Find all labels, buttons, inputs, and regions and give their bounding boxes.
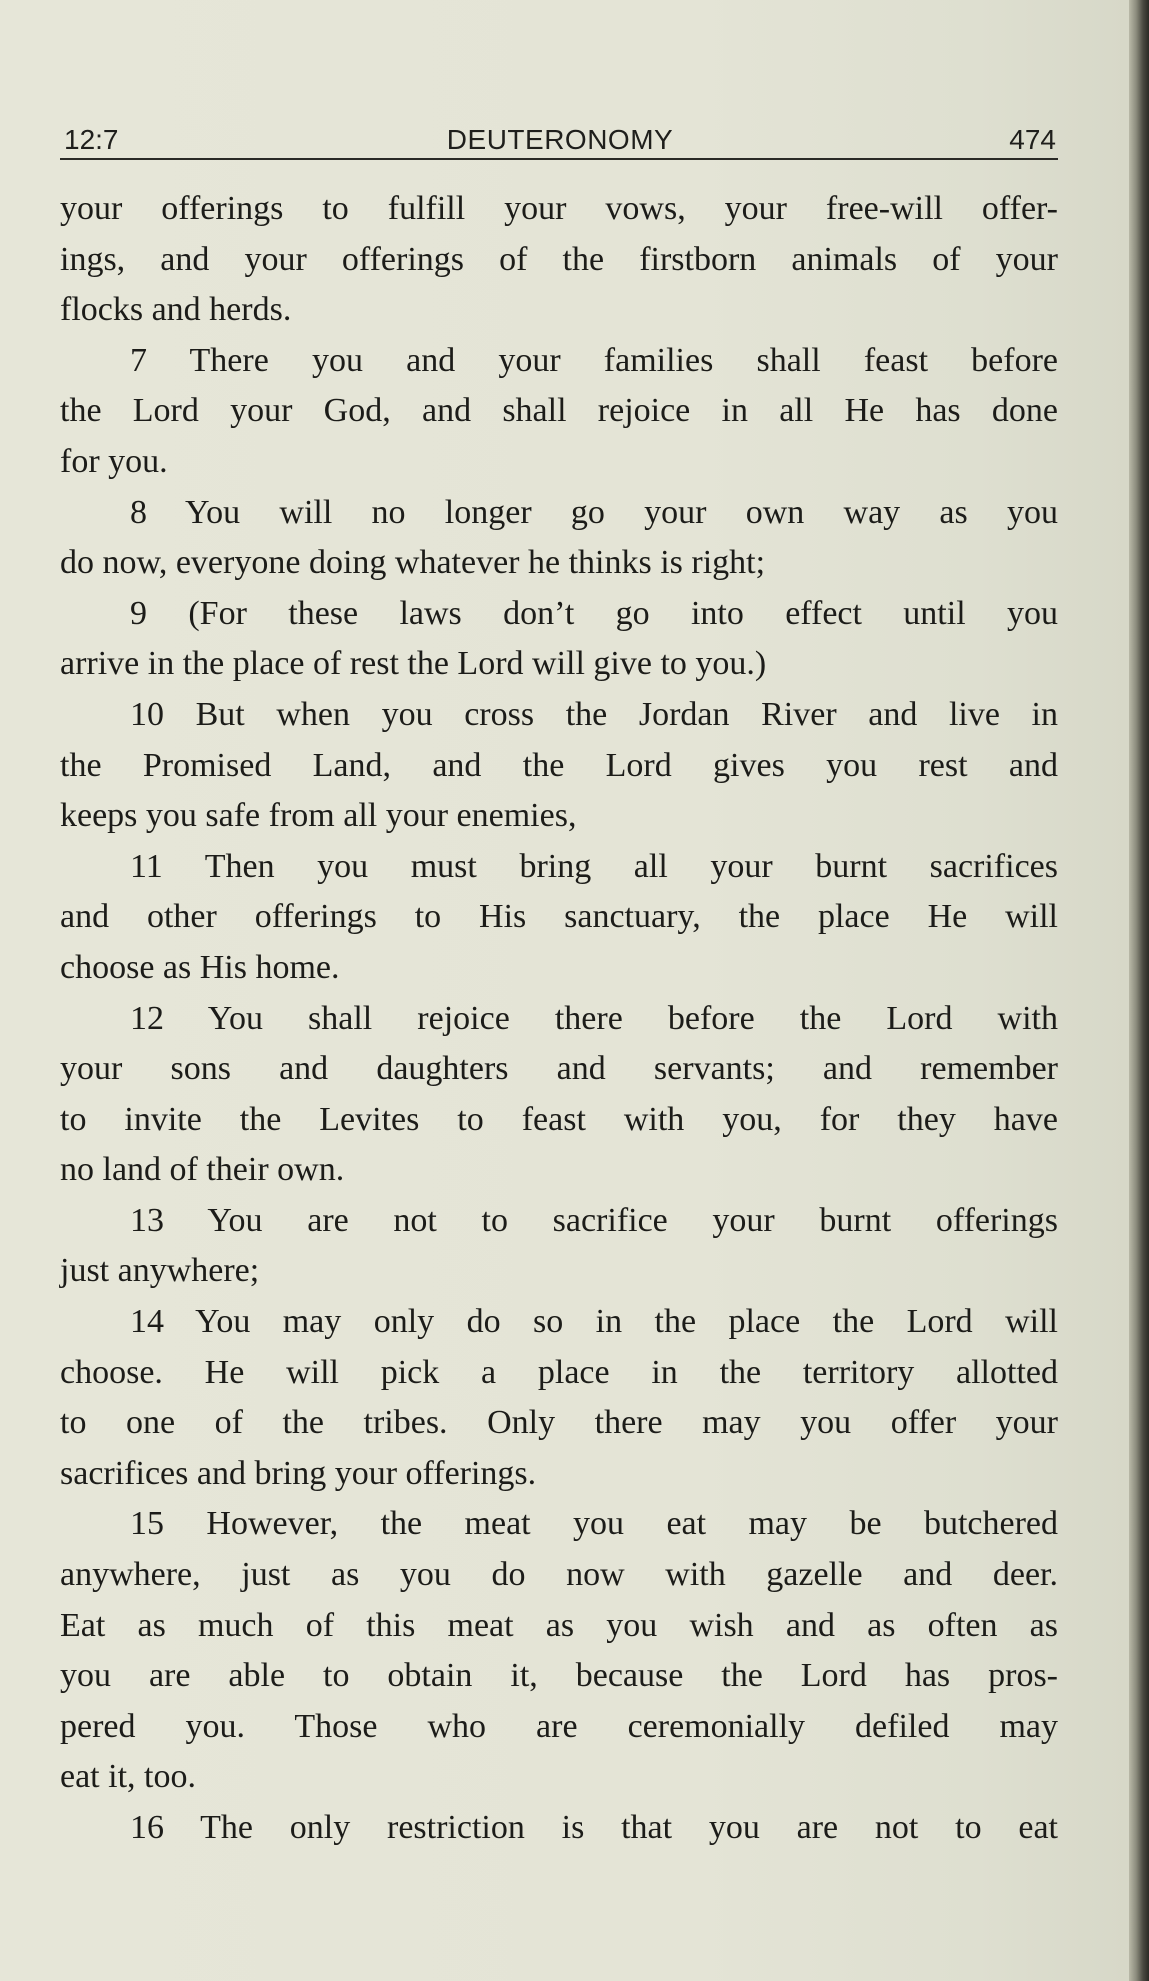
verse-line: 7 There you and your families shall feast before: [130, 341, 1058, 379]
verse-line: 13 You are not to sacrifice your burnt offerings: [130, 1201, 1058, 1239]
text-line: to invite the Levites to feast with you, for they have: [60, 1100, 1058, 1138]
text-line: sacrifices and bring your offerings.: [60, 1454, 537, 1492]
text-line: to one of the tribes. Only there may you offer your: [60, 1404, 1058, 1442]
text-line: keeps you safe from all your enemies,: [60, 797, 577, 835]
text-line: just anywhere;: [60, 1252, 260, 1290]
running-head: [60, 120, 1060, 160]
text-line: eat it, too.: [60, 1758, 196, 1796]
text-line: and other offerings to His sanctuary, the place He will: [60, 898, 1058, 936]
verse-line: 12 You shall rejoice there before the Lord with: [130, 999, 1058, 1037]
text-line: your sons and daughters and servants; and remember: [60, 1050, 1058, 1088]
verse-line: 16 The only restriction is that you are not to eat: [130, 1809, 1058, 1846]
text-line: Eat as much of this meat as you wish and as often as: [60, 1606, 1058, 1644]
book-binding-shadow: [1129, 0, 1149, 1981]
verse-line: 14 You may only do so in the place the Lord will: [130, 1303, 1058, 1341]
chapter-verse-reference: 12:7: [64, 124, 119, 155]
text-line: you are able to obtain it, because the Lord has pros-: [60, 1657, 1058, 1695]
verse-line: 8 You will no longer go your own way as you: [130, 493, 1058, 531]
text-line: flocks and herds.: [60, 291, 292, 329]
text-line: anywhere, just as you do now with gazelle and deer.: [60, 1556, 1058, 1594]
text-line: choose as His home.: [60, 948, 340, 986]
text-line: your offerings to fulfill your vows, your free-will offer-: [60, 190, 1058, 227]
text-line: for you.: [60, 442, 168, 480]
verse-line: 10 But when you cross the Jordan River and live in: [130, 695, 1058, 733]
verse-line: 15 However, the meat you eat may be butchered: [130, 1505, 1058, 1543]
book-title: DEUTERONOMY: [446, 124, 674, 155]
text-line: no land of their own.: [60, 1151, 345, 1189]
text-line: the Promised Land, and the Lord gives you rest and: [60, 746, 1058, 784]
text-line: pered you. Those who are ceremonially defiled may: [60, 1707, 1058, 1745]
header-rule: [60, 158, 1058, 160]
scripture-text: [60, 184, 1058, 1854]
text-line: ings, and your offerings of the firstborn animals of your: [60, 240, 1058, 278]
text-line: the Lord your God, and shall rejoice in all He has done: [60, 392, 1058, 430]
text-line: arrive in the place of rest the Lord will give to you.): [60, 645, 767, 683]
text-line: choose. He will pick a place in the territory allotted: [60, 1353, 1058, 1391]
verse-line: 9 (For these laws don’t go into effect until you: [130, 594, 1058, 632]
page-number: 474: [1009, 124, 1056, 155]
text-line: do now, everyone doing whatever he thinks is right;: [60, 544, 766, 582]
verse-line: 11 Then you must bring all your burnt sacrifices: [130, 847, 1058, 885]
